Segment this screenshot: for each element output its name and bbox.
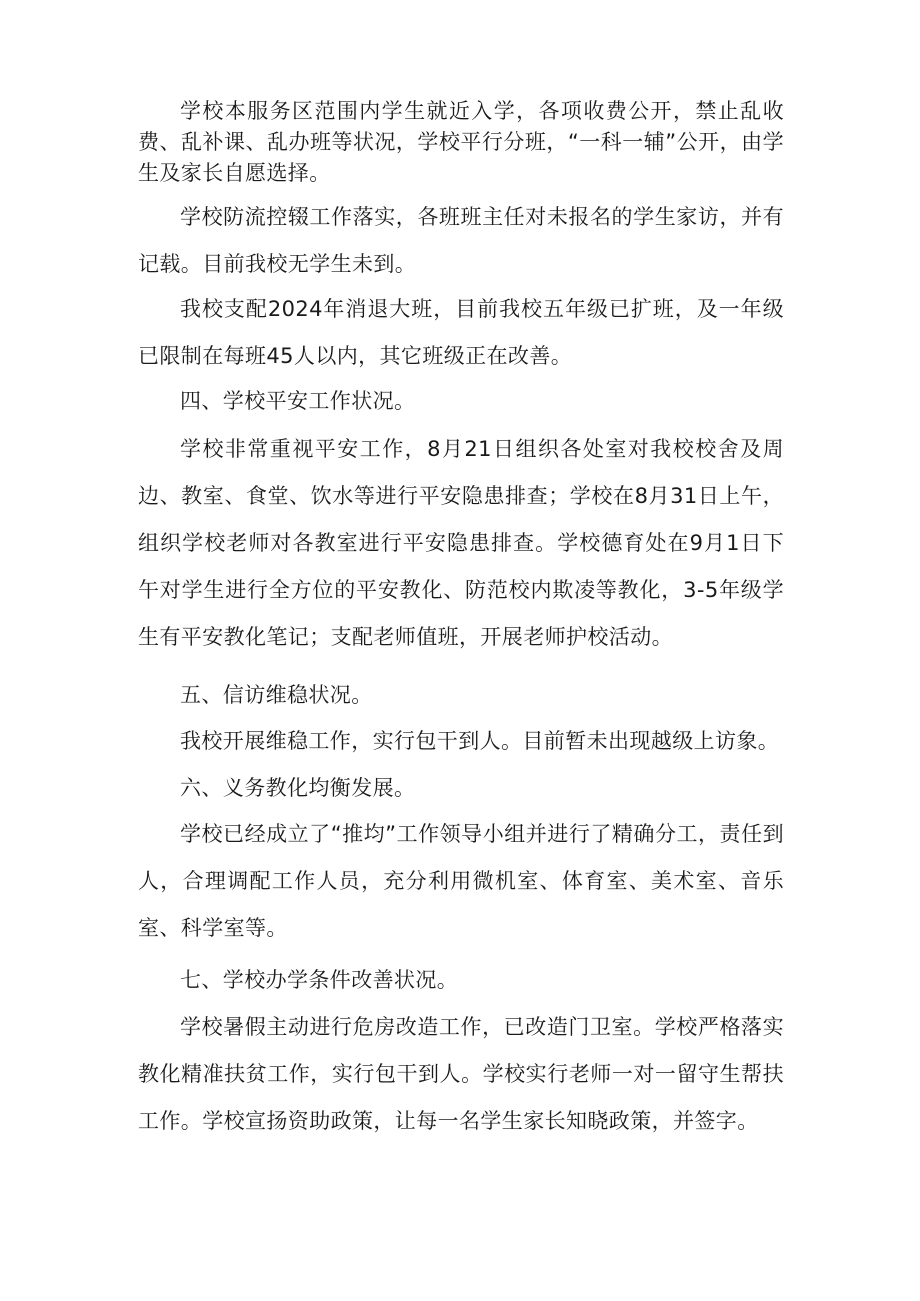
heading-section-4: 四、学校平安工作状况。 bbox=[180, 389, 416, 413]
heading-section-7: 七、学校办学条件改善状况。 bbox=[180, 968, 459, 992]
heading-section-5: 五、信访维稳状况。 bbox=[180, 683, 373, 707]
paragraph-class-size: 我校支配2024年消退大班，目前我校五年级已扩班，及一年级已限制在每班45人以内，其它班级正在改善。 bbox=[138, 297, 784, 368]
paragraph-school-conditions: 学校暑假主动进行危房改造工作，已改造门卫室。学校严格落实教化精准扶贫工作，实行包干到人。学校实行老师一对一留守生帮扶工作。学校宣扬资助政策，让每一名学生家长知晓政策，并签字。 bbox=[138, 1015, 784, 1133]
paragraph-safety: 学校非常重视平安工作，8月21日组织各处室对我校校舍及周边、教室、食堂、饮水等进行平安隐患排查；学校在8月31日上午，组织学校老师对各教室进行平安隐患排查。学校德育处在9月1日下午对学生进行全方位的平安教化、防范校内欺凌等教化，3-5年级学生有平安教化笔记；支配老师值班，开展老师护校活动。 bbox=[138, 437, 784, 649]
paragraph-petition: 我校开展维稳工作，实行包干到人。目前暂未出现越级上访象。 bbox=[180, 729, 780, 753]
paragraph-balanced-development: 学校已经成立了“推均”工作领导小组并进行了精确分工，责任到人，合理调配工作人员，充分利用微机室、体育室、美术室、音乐室、科学室等。 bbox=[138, 822, 784, 940]
paragraph-dropout-control: 学校防流控辍工作落实，各班班主任对未报名的学生家访，并有记载。目前我校无学生未到。 bbox=[138, 205, 784, 276]
heading-section-6: 六、义务教化均衡发展。 bbox=[180, 776, 416, 800]
paragraph-enrollment: 学校本服务区范围内学生就近入学，各项收费公开，禁止乱收费、乱补课、乱办班等状况，学校平行分班，“一科一辅”公开，由学生及家长自愿选择。 bbox=[138, 99, 784, 185]
